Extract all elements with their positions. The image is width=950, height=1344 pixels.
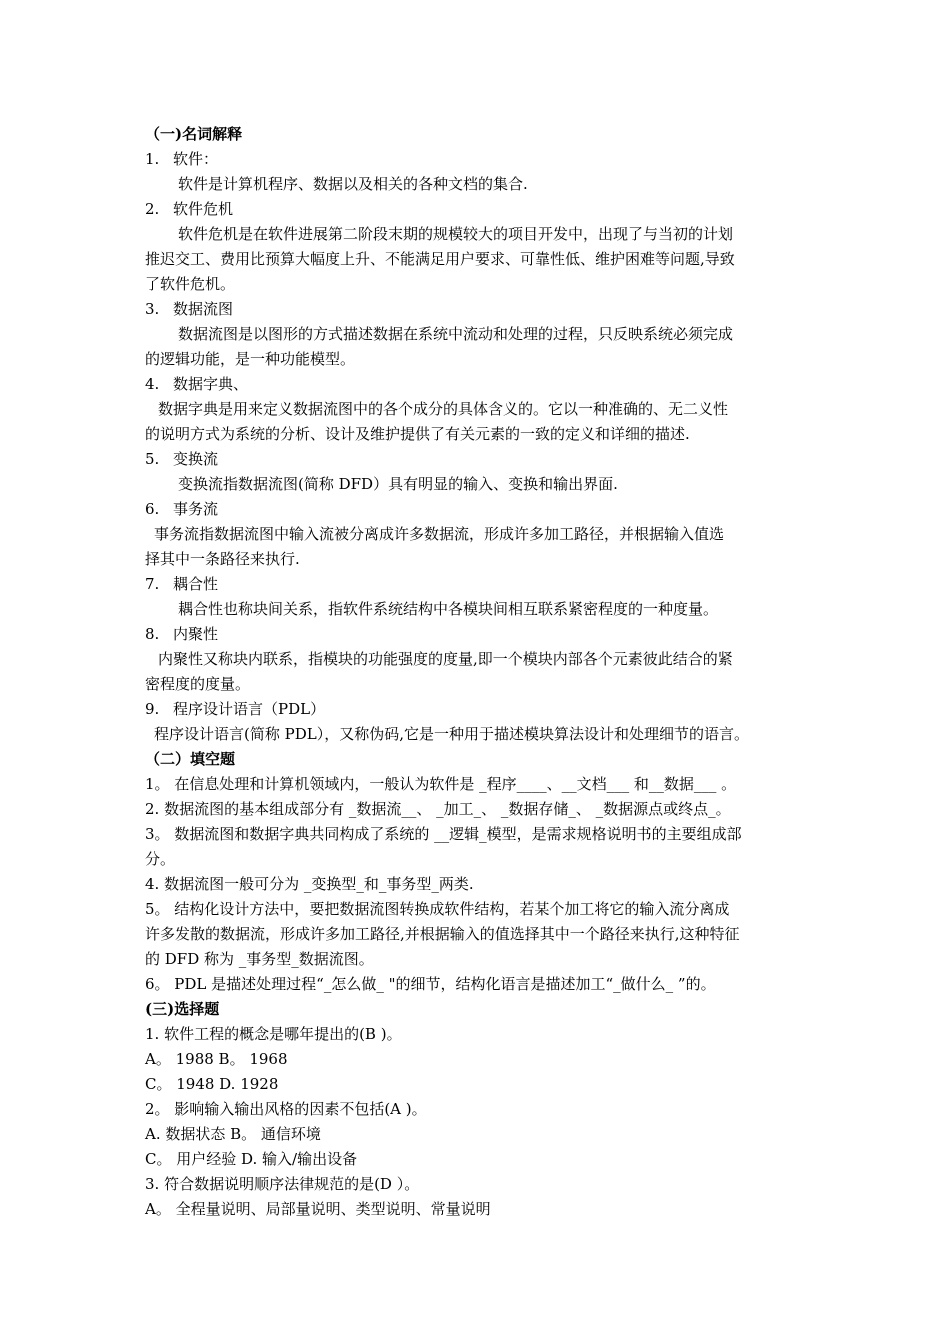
definition-line: 内聚性又称块内联系，指模块的功能强度的度量,即一个模块内部各个元素彼此结合的紧 <box>158 650 733 668</box>
fill-question-line: 2. 数据流图的基本组成部分有 _数据流__、 _加工_、 _数据存储_、 _数据源点或终点_。 <box>145 800 731 818</box>
choice-option-line: A。 全程量说明、局部量说明、类型说明、常量说明 <box>145 1200 491 1218</box>
fill-question-line: 4. 数据流图一般可分为 _变换型_和_事务型_两类. <box>145 875 474 893</box>
term-item-6: 6. 事务流 <box>145 500 219 518</box>
definition-line: 推迟交工、费用比预算大幅度上升、不能满足用户要求、可靠性低、维护困难等问题,导致 <box>145 250 735 268</box>
section1-heading: （一)名词解释 <box>145 125 243 143</box>
definition-line: 数据流图是以图形的方式描述数据在系统中流动和处理的过程，只反映系统必须完成 <box>178 325 734 343</box>
choice-question-line: 1. 软件工程的概念是哪年提出的(B )。 <box>145 1025 402 1043</box>
term-item-7: 7. 耦合性 <box>145 575 219 593</box>
definition-line: 事务流指数据流图中输入流被分离成许多数据流，形成许多加工路径，并根据输入值选 <box>154 525 725 543</box>
fill-question-line: 1。 在信息处理和计算机领域内，一般认为软件是 _程序____、__文档___ 和__数据___ 。 <box>145 775 737 793</box>
fill-question-line: 5。 结构化设计方法中，要把数据流图转换成软件结构，若某个加工将它的输入流分离成 <box>145 900 730 918</box>
fill-question-line: 的 DFD 称为 _事务型_数据流图。 <box>145 950 374 968</box>
section2-heading: （二）填空题 <box>145 750 236 768</box>
definition-line: 择其中一条路径来执行. <box>145 550 300 568</box>
fill-question-line: 3。 数据流图和数据字典共同构成了系统的 __逻辑_模型，是需求规格说明书的主要组成部 <box>145 825 742 843</box>
definition-line: 的逻辑功能，是一种功能模型。 <box>145 350 356 368</box>
term-item-2: 2. 软件危机 <box>145 200 234 218</box>
definition-line: 耦合性也称块间关系，指软件系统结构中各模块间相互联系紧密程度的一种度量。 <box>178 600 719 618</box>
term-item-5: 5. 变换流 <box>145 450 219 468</box>
choice-option-line: C。 1948 D. 1928 <box>145 1075 279 1093</box>
choice-option-line: C。 用户经验 D. 输入/输出设备 <box>145 1150 358 1168</box>
definition-line: 数据字典是用来定义数据流图中的各个成分的具体含义的。它以一种准确的、无二义性 <box>158 400 729 418</box>
document-page <box>145 122 817 1222</box>
choice-option-line: A. 数据状态 B。 通信环境 <box>145 1125 321 1143</box>
definition-line: 密程度的度量。 <box>145 675 251 693</box>
fill-question-line: 分。 <box>145 850 176 868</box>
term-item-1: 1. 软件： <box>145 150 219 168</box>
definition-line: 变换流指数据流图(简称 DFD）具有明显的输入、变换和输出界面. <box>178 475 618 493</box>
fill-question-line: 许多发散的数据流，形成许多加工路径,并根据输入的值选择其中一个路径来执行,这种特征 <box>145 925 740 943</box>
choice-option-line: A。 1988 B。 1968 <box>145 1050 288 1068</box>
choice-question-line: 3. 符合数据说明顺序法律规范的是(D ）。 <box>145 1175 420 1193</box>
section3-heading: (三)选择题 <box>145 1000 220 1018</box>
term-item-4: 4. 数据字典、 <box>145 375 249 393</box>
fill-question-line: 6。 PDL 是描述处理过程“_怎么做_ "的细节，结构化语言是描述加工“_做什么_ ”的。 <box>145 975 716 993</box>
term-item-8: 8. 内聚性 <box>145 625 219 643</box>
definition-line: 软件是计算机程序、数据以及相关的各种文档的集合. <box>178 175 528 193</box>
definition-line: 程序设计语言(简称 PDL），又称伪码,它是一种用于描述模块算法设计和处理细节的语言。 <box>154 725 749 743</box>
definition-line: 的说明方式为系统的分析、设计及维护提供了有关元素的一致的定义和详细的描述. <box>145 425 690 443</box>
definition-line: 了软件危机。 <box>145 275 236 293</box>
term-item-9: 9. 程序设计语言（PDL） <box>145 700 326 718</box>
term-item-3: 3. 数据流图 <box>145 300 234 318</box>
definition-line: 软件危机是在软件进展第二阶段末期的规模较大的项目开发中，出现了与当初的计划 <box>178 225 734 243</box>
choice-question-line: 2。 影响输入输出风格的因素不包括(A )。 <box>145 1100 427 1118</box>
